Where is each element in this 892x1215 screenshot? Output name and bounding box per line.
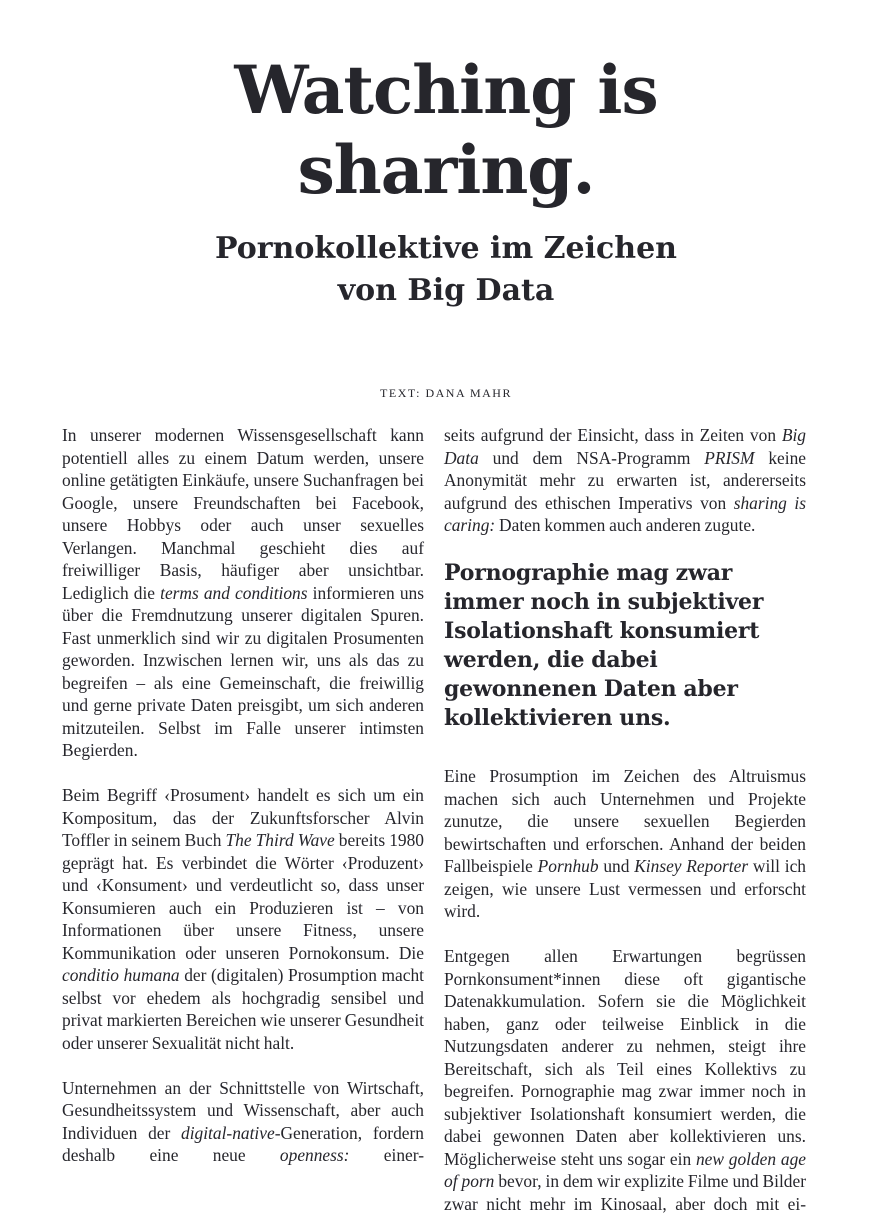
- title-line-2: sharing.: [297, 131, 595, 209]
- title-line-1: Watching is: [234, 51, 658, 129]
- text-run: Eine Prosumption im Zeichen des Altruismus machen sich auch Unternehmen und Projekte zunutze, die unsere sexuellen Begierden bewirtschaften und erforschen. Anhand der beiden Fallbeispiele: [444, 766, 806, 876]
- body-paragraph-3: [62, 1077, 424, 1167]
- text-run: -Generation, fordern deshalb eine neue: [62, 1122, 424, 1165]
- italic-term: conditio humana: [62, 965, 180, 985]
- text-run: und: [598, 856, 635, 876]
- left-column: [62, 424, 424, 1167]
- italic-term: Big Data: [444, 425, 806, 468]
- right-column: [444, 424, 806, 1215]
- italic-term: digital-native: [181, 1122, 275, 1143]
- subtitle-line-1: Pornokollektive im Zeichen: [214, 231, 677, 266]
- italic-term: terms and conditions: [160, 582, 308, 603]
- italic-book-title: The Third Wave: [225, 830, 335, 850]
- text-run: bereits 1980 geprägt hat. Es verbindet die Wörter ‹Produzent› und ‹Konsument› und verdeutlicht so, dass unser Konsumieren auch ein Produzieren ist – von Informationen über unsere Fitness, unsere Kommunikation oder unseren Pornokonsum. Die: [62, 830, 424, 963]
- text-run: seits aufgrund der Einsicht, dass in Zeiten von: [444, 425, 782, 445]
- italic-term: Pornhub: [537, 856, 599, 876]
- text-run: Daten kommen auch anderen zugute.: [495, 515, 756, 535]
- pull-quote: Pornographie mag zwar immer noch in subjektiver Isolationshaft konsumiert werden, die dabei gewonnenen Daten aber kollektivieren uns.: [444, 560, 764, 731]
- subtitle-line-2: von Big Data: [337, 273, 555, 308]
- text-run: Unternehmen an der Schnittstelle von Wirtschaft, Gesundheitssystem und Wissenschaft, aber auch Individuen der: [62, 1077, 424, 1143]
- body-paragraph-1: [62, 424, 424, 762]
- text-run: informieren uns über die Fremdnutzung unserer digitalen Spuren. Fast unmerklich sind wir zu digitalen Prosumenten geworden. Inzwischen lernen wir, uns als das zu begreifen – als eine Gemeinschaft, die freiwillig und gerne private Daten preisgibt, um sich anderen mitzuteilen. Selbst im Falle unserer intimsten Begierden.: [62, 582, 424, 760]
- body-paragraph-2: [62, 784, 424, 1054]
- italic-term: PRISM: [704, 447, 755, 468]
- body-paragraph-6: [444, 945, 806, 1215]
- text-run: Beim Begriff ‹Prosument› handelt es sich um ein Kompositum, das der Zukunftsforscher Alvin Toffler in seinem Buch: [62, 785, 424, 850]
- italic-term: new golden age of porn: [444, 1148, 806, 1191]
- text-run: einer-: [349, 1145, 424, 1165]
- text-run: Entgegen allen Erwartungen begrüssen Pornkonsument*innen diese oft gigantische Datenakkumulation. Sofern sie die Möglichkeit haben, ganz oder teilweise Einblick in die Nutzungsdaten anderer zu nehmen, steigt ihre Bereitschaft, sich als Teil eines Kollektivs zu begreifen. Pornographie mag zwar immer noch in subjektiver Isolationshaft konsumiert werden, die dabei gewonnen Daten aber kollektivieren uns. Möglicherweise steht uns sogar ein: [444, 946, 806, 1169]
- text-run: keine Anonymität mehr zu erwarten ist, andererseits aufgrund des ethischen Imperativs von: [444, 447, 806, 513]
- body-paragraph-4: [444, 424, 806, 537]
- text-run: In unserer modernen Wissensgesellschaft kann potentiell alles zu einem Datum werden, unsere online getätigten Einkäufe, unsere Suchanfragen bei Google, unsere Freundschaften bei Facebook, unsere Hobbys oder auch unser sexuelles Verlangen. Manchmal geschieht dies auf freiwilliger Basis, häufiger aber unsichtbar. Lediglich die: [62, 425, 424, 603]
- author-byline: TEXT: DANA MAHR: [380, 386, 512, 400]
- italic-term: openness:: [279, 1145, 350, 1165]
- text-run: der (digitalen) Prosumption macht selbst vor ehedem als hochgradig sensibel und privat markierten Bereichen wie unserer Gesundheit oder unserer Sexualität nicht halt.: [62, 965, 424, 1053]
- text-run: bevor, in dem wir explizite Filme und Bilder zwar nicht mehr im Kinosaal, aber doch mit ei-: [444, 1171, 807, 1214]
- article-title: [0, 50, 892, 210]
- text-run: und dem NSA-Programm: [478, 447, 705, 468]
- italic-term: sharing is caring:: [444, 492, 806, 535]
- article-subtitle: [0, 228, 892, 312]
- text-run: will ich zeigen, wie unsere Lust vermessen und erforscht wird.: [444, 856, 806, 921]
- body-paragraph-5: [444, 765, 806, 923]
- italic-term: Kinsey Reporter: [634, 856, 749, 876]
